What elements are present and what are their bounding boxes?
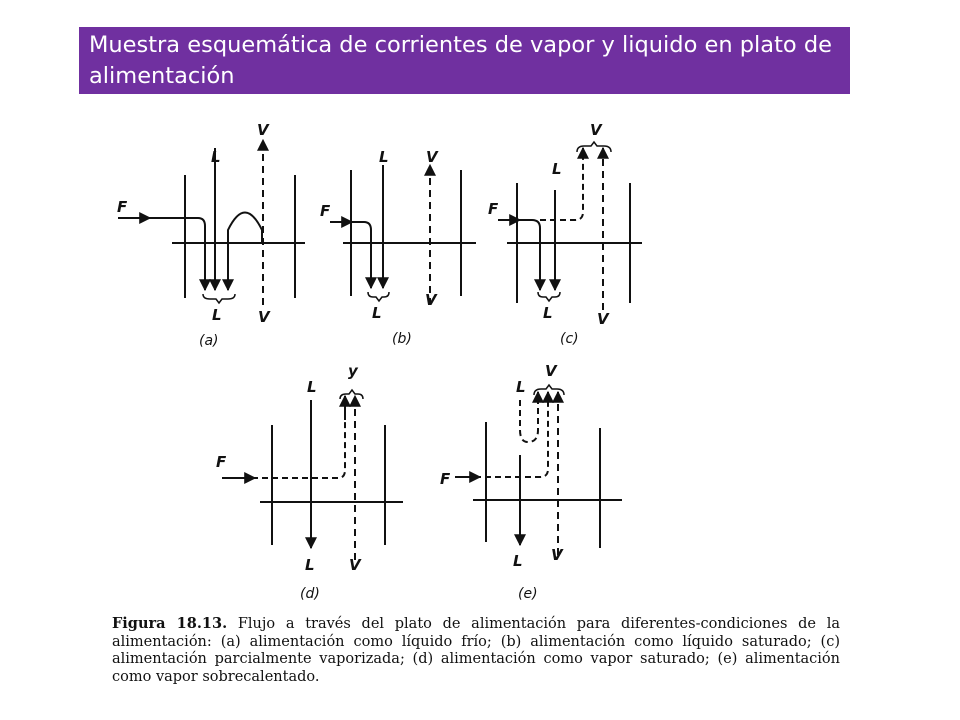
caption-figure-label: Figura 18.13.	[112, 615, 228, 632]
condensing-loop-a	[228, 213, 262, 291]
label-vapor-in-c: V	[597, 310, 609, 328]
subfigure-d	[222, 390, 403, 560]
label-feed-e: F	[440, 470, 451, 488]
brace-c-top	[577, 142, 611, 152]
feed-liquid-c	[498, 220, 540, 290]
label-vapor-a: V	[257, 121, 269, 139]
feed-vapor-c	[540, 148, 583, 220]
brace-b	[368, 292, 389, 301]
label-feed-d: F	[216, 453, 227, 471]
vaporized-liquid-e	[520, 392, 538, 442]
caption-text: Flujo a través del plato de alimentación para diferentes-condiciones de la alimentación: (a) alimentación como líquido frío; (b) alimentación como líquido saturado; (c) alimentación parcialmente vaporizada; (d) alimentación como vapor saturado; (e) alimentación como vapor sobrecalentado.	[112, 616, 840, 685]
subfigure-label-d: (d)	[300, 586, 320, 602]
figure-caption	[112, 615, 840, 686]
subfigure-label-a: (a)	[199, 333, 219, 349]
label-vapor-b: V	[426, 148, 438, 166]
subfigure-label-c: (c)	[560, 331, 579, 347]
label-feed-c: F	[488, 200, 499, 218]
label-vapor-in-b: V	[425, 291, 437, 309]
label-liquid-out-c: L	[543, 304, 553, 322]
label-vapor-e: V	[545, 362, 557, 380]
label-feed-b: F	[320, 202, 331, 220]
label-liquid-out-a: L	[212, 306, 222, 324]
label-liquid-out-e: L	[513, 552, 523, 570]
label-liquid-out-b: L	[372, 304, 382, 322]
subfigure-label-e: (e)	[518, 586, 538, 602]
label-vapor-c: V	[590, 121, 602, 139]
subfigure-label-b: (b)	[392, 331, 412, 347]
brace-c-bottom	[538, 292, 560, 301]
subfigure-c	[498, 142, 642, 310]
feed-vapor-e	[455, 392, 548, 477]
label-vapor-d: y	[348, 362, 358, 380]
brace-a	[203, 294, 235, 303]
label-vapor-in-a: V	[258, 308, 270, 326]
label-feed-a: F	[117, 198, 128, 216]
label-liquid-b: L	[379, 148, 389, 166]
subfigure-b	[330, 165, 476, 305]
label-liquid-c: L	[552, 160, 562, 178]
feed-vapor-d	[222, 398, 345, 478]
subfigure-e	[455, 385, 622, 555]
brace-d	[340, 390, 363, 399]
label-liquid-e: L	[516, 378, 526, 396]
feed-flow-a	[118, 218, 205, 290]
label-liquid-a: L	[211, 148, 221, 166]
label-liquid-out-d: L	[305, 556, 315, 574]
page-title: Muestra esquemática de corrientes de vapor y liquido en plato de alimentación	[89, 32, 832, 89]
label-vapor-in-e: V	[551, 546, 563, 564]
label-vapor-in-d: V	[349, 556, 361, 574]
label-liquid-d: L	[307, 378, 317, 396]
